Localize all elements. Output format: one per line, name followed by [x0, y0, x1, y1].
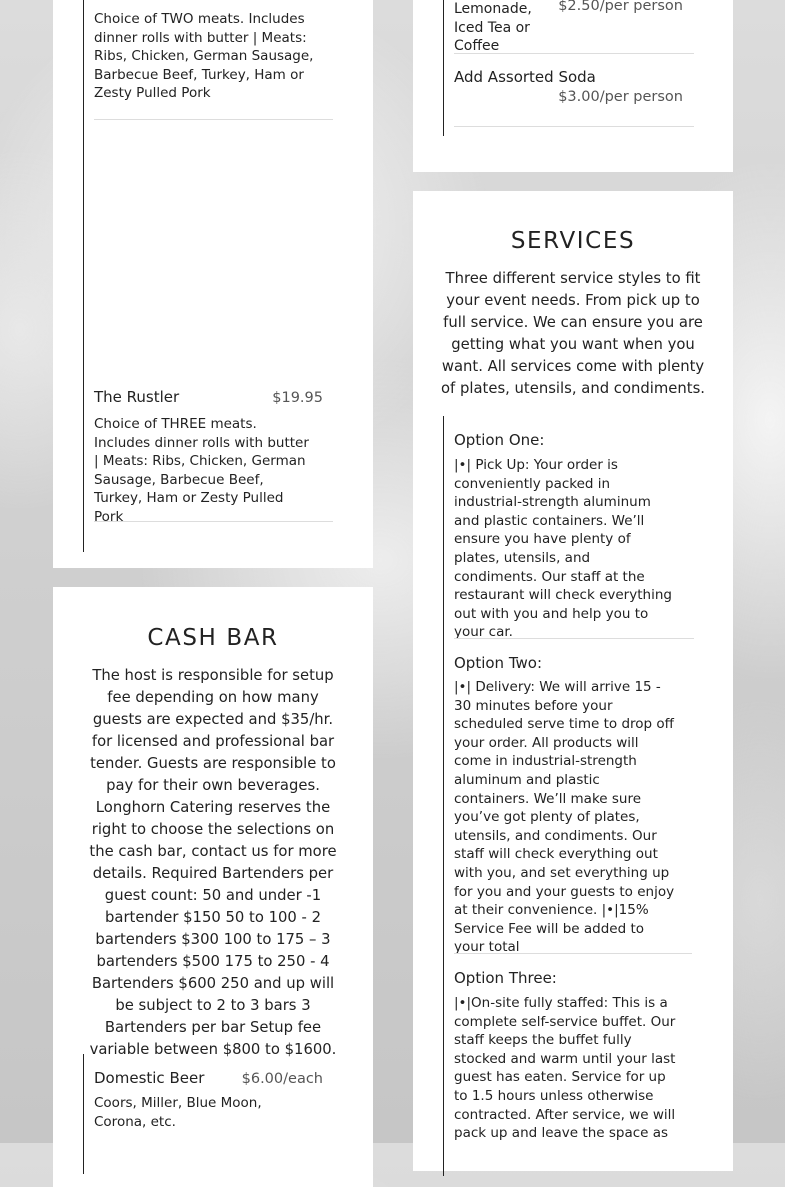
item-divider — [454, 53, 694, 54]
item-divider — [454, 953, 692, 954]
menu-item-rail — [443, 416, 444, 1176]
services-title: SERVICES — [510, 228, 636, 254]
menu-item-rustler — [94, 386, 334, 526]
drink-price: $2.50/per person — [558, 0, 683, 14]
bar-item-name: Domestic Beer — [94, 1069, 205, 1087]
cash-bar-title: CASH BAR — [147, 625, 279, 651]
item-divider — [454, 126, 694, 127]
service-option-name: Option One: — [454, 431, 545, 449]
drinks-card — [413, 0, 733, 172]
service-option-description: |•| Delivery: We will arrive 15 - 30 minutes before your scheduled serve time to drop off your order. All products will come in industrial-strength aluminum and plastic containers. We’ll make sure you’ve got plenty of plates, utensils, and condiments. Our staff will check everything out with you, and set everything up for you and your guests to enjoy at their convenience. |•|15% Service Fee will be added to your total — [454, 679, 675, 956]
cash-bar-card — [53, 587, 373, 1187]
item-divider — [454, 638, 694, 639]
drink-price: $3.00/per person — [558, 89, 683, 105]
service-option-description: |•|On-site fully staffed: This is a complete self-service buffet. Our staff keeps the buffet fully stocked and warm until your last guest has eaten. Service for up to 1.5 hours unless otherwise contracted. After service, we will pack up and leave the space as — [454, 995, 676, 1142]
services-description: Three different service styles to fit your event needs. From pick up to full service. We can ensure you are getting what you want when you want. All services come with plenty of plates, utensils, and condiments. — [441, 270, 705, 397]
menu-item-name: The Rustler — [94, 388, 180, 406]
services-card — [413, 191, 733, 1171]
menu-item-rail — [443, 0, 444, 136]
bar-item-price: $6.00/each — [241, 1071, 323, 1087]
drink-item-soda — [454, 68, 694, 128]
service-option-two — [454, 653, 694, 955]
item-divider — [94, 521, 333, 522]
meat-packages-card — [53, 0, 373, 568]
service-option-three — [454, 968, 694, 1168]
bar-item-domestic-beer — [94, 1068, 334, 1148]
service-option-one — [454, 430, 694, 640]
service-option-description: |•| Pick Up: Your order is conveniently packed in industrial-strength aluminum and plastic containers. We’ll ensure you have plenty of plates, utensils, and condiments. Our staff at the restaurant will check everything out with you and help you to your car. — [454, 457, 672, 641]
item-divider — [94, 119, 333, 120]
service-option-name: Option Two: — [454, 654, 543, 672]
menu-item-rail — [83, 1054, 84, 1174]
drink-name: Add Assorted Soda — [454, 68, 596, 86]
drink-name: Lemonade, Iced Tea or Coffee — [454, 1, 532, 54]
drink-item-lemonade — [454, 0, 694, 55]
menu-item-description: Choice of TWO meats. Includes dinner rolls with butter | Meats: Ribs, Chicken, German Sausage, Barbecue Beef, Turkey, Ham or Zesty Pulled Pork — [94, 11, 314, 102]
service-option-name: Option Three: — [454, 969, 557, 987]
cash-bar-description: The host is responsible for setup fee depending on how many guests are expected and $35/hr. for licensed and professional bar tender. Guests are responsible to pay for their own beverages. Longhorn Catering reserves the right to choose the selections on the cash bar, contact us for more details. Required Bartenders per guest count: 50 and under -1 bartender $150 50 to 100 - 2 bartenders $300 100 to 175 – 3 bartenders $500 175 to 250 - 4 Bartenders $600 250 and up will be subject to 2 to 3 bars 3 Bartenders per bar Setup fee variable between $800 to $1600. — [89, 667, 337, 1058]
menu-item-description: Choice of THREE meats. Includes dinner rolls with butter | Meats: Ribs, Chicken, German Sausage, Barbecue Beef, Turkey, Ham or Zesty Pulled Pork — [94, 416, 309, 525]
menu-item-price: $19.95 — [272, 390, 323, 406]
bar-item-description: Coors, Miller, Blue Moon, Corona, etc. — [94, 1095, 262, 1130]
menu-item-maverick — [94, 0, 334, 120]
menu-item-rail — [83, 0, 84, 552]
